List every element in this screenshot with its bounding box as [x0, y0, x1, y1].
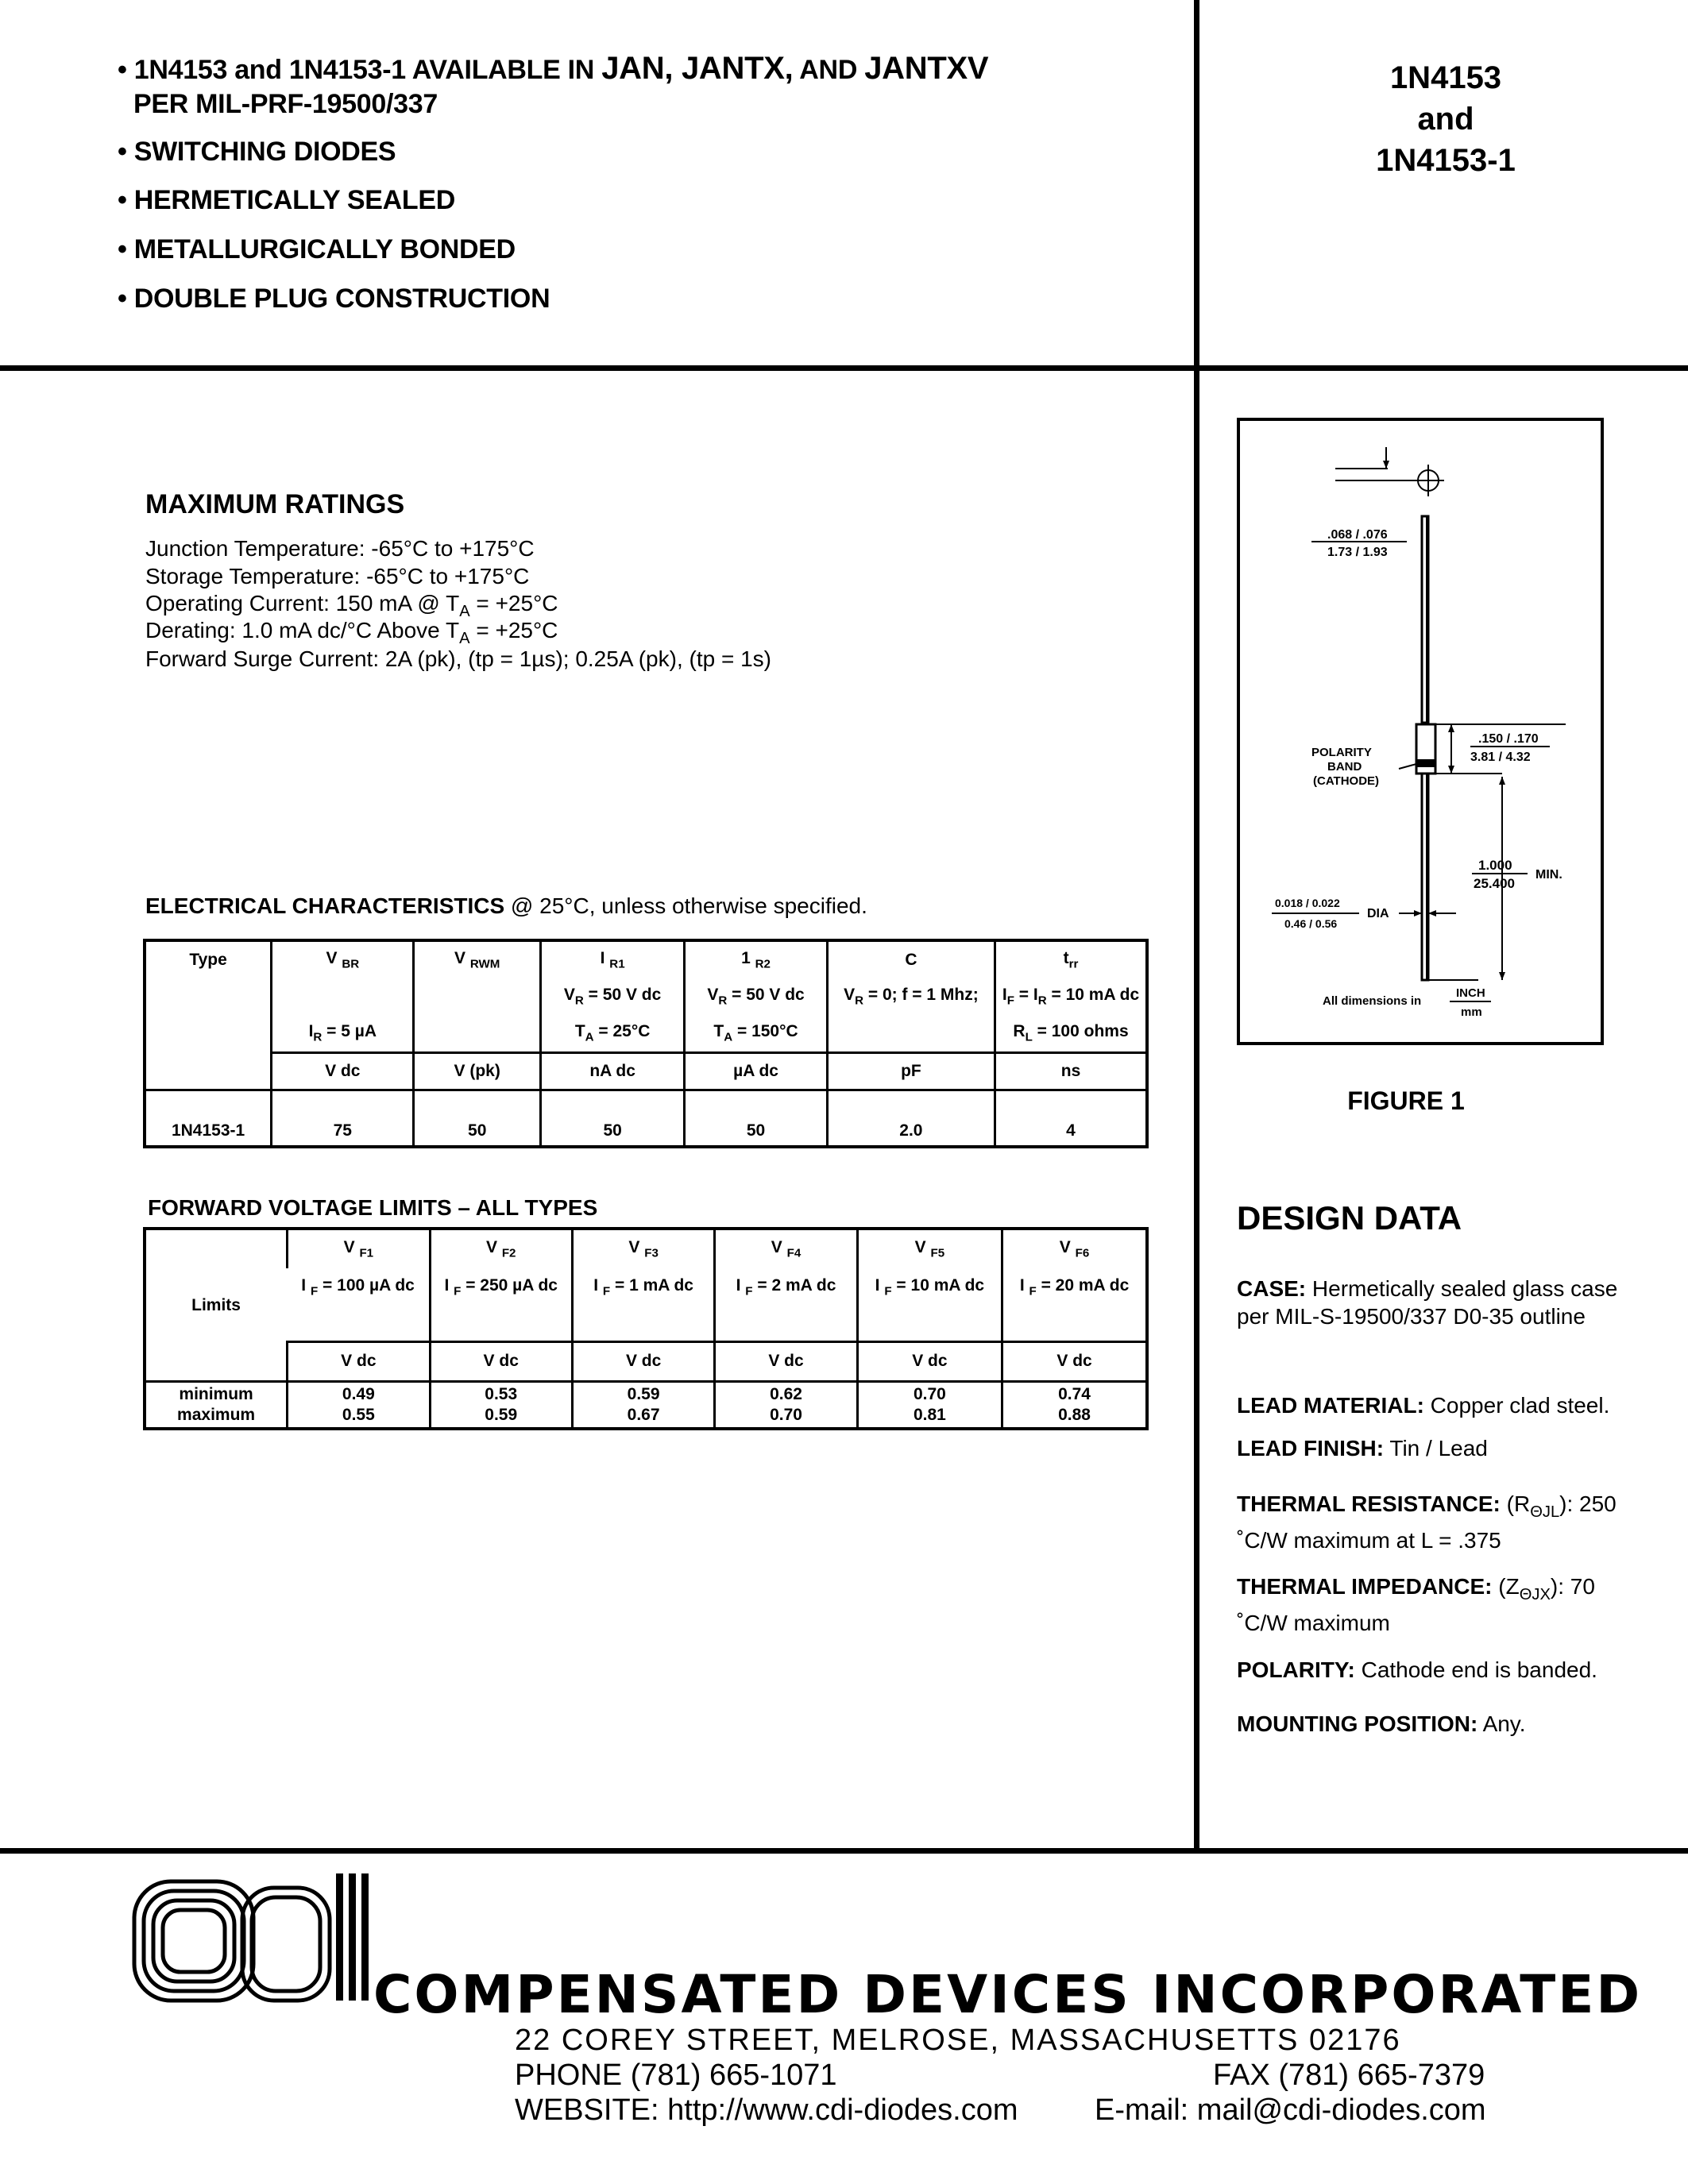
unit-vbr: V dc [272, 1052, 414, 1090]
design-lead-material: LEAD MATERIAL: Copper clad steel. [1237, 1393, 1610, 1418]
ir2-temp: $T_A = 150^\circ C$ [685, 1015, 827, 1052]
col-vf4: V $_{F4}$ [715, 1229, 857, 1268]
row-ir2: 50 [685, 1090, 827, 1147]
dim-dia-label: DIA [1367, 907, 1389, 920]
dim-dia-bot: 0.46 / 0.56 [1284, 917, 1338, 930]
dim-body-bot: 3.81 / 4.32 [1470, 751, 1531, 764]
part-title-line3: 1N4153-1 [1376, 143, 1516, 178]
polarity-line1: POLARITY [1311, 746, 1372, 759]
fwd-row-labels: minimum maximum [145, 1381, 288, 1429]
design-thermal-resistance: THERMAL RESISTANCE: $(R_{\Theta JL})$: 250 ˚C/W maximum at L = .375 [1237, 1491, 1617, 1553]
rating-derating: Derating: 1.0 mA dc/°C Above $T_A = +25^\circ C$ [145, 618, 558, 648]
fwd-limits-label: Limits [191, 1296, 241, 1314]
row-ir1: 50 [540, 1090, 684, 1147]
dim-dia-top: 0.018 / 0.022 [1275, 897, 1340, 909]
col-trr: $t_{rr}$ [995, 940, 1147, 978]
unit-vf6: V dc [1002, 1341, 1147, 1381]
unit-ir1: nA dc [540, 1052, 684, 1090]
fwd-heading: FORWARD VOLTAGE LIMITS – ALL TYPES [148, 1195, 598, 1220]
design-case: CASE: Hermetically sealed glass case per MIL-S-19500/337 D0-35 outline [1237, 1276, 1618, 1329]
unit-vf3: V dc [572, 1341, 714, 1381]
col-type: Type [189, 950, 227, 969]
dim-lead-bot: 1.73 / 1.93 [1327, 546, 1388, 559]
company-name: COMPENSATED DEVICES INCORPORATED [373, 1964, 1643, 2025]
dim-lead-top: .068 / .076 [1327, 528, 1388, 542]
vf4-condition: I $_F$ = 2 mA dc [715, 1268, 857, 1341]
ir1-temp: $T_A = 25^\circ C$ [540, 1015, 684, 1052]
col-vbr: V $_{BR}$ [272, 940, 414, 978]
part-number-title [1335, 57, 1557, 181]
row-type: 1N4153-1 [145, 1090, 272, 1147]
design-polarity: POLARITY: Cathode end is banded. [1237, 1657, 1597, 1682]
bullet-hermetic: • HERMETICALLY SEALED [118, 185, 455, 215]
vf1-values: 0.49 0.55 [288, 1381, 430, 1429]
design-thermal-impedance: THERMAL IMPEDANCE: $(Z_{\Theta JX})$: 70 ˚C/W maximum [1237, 1574, 1595, 1636]
row-vrwm: 50 [414, 1090, 540, 1147]
ir1-condition: $V_R = 50$ V dc [540, 978, 684, 1015]
electrical-table [143, 939, 1149, 1148]
col-vf1: V $_{F1}$ [288, 1229, 430, 1268]
figure-1-box [1237, 418, 1604, 1045]
row-trr: 4 [995, 1090, 1147, 1147]
unit-vrwm: V (pk) [414, 1052, 540, 1090]
vertical-divider-top [1194, 0, 1199, 1850]
col-ir2: 1 $_{R2}$ [685, 940, 827, 978]
vf5-condition: I $_F$ = 10 mA dc [857, 1268, 1002, 1341]
col-c: C [827, 940, 995, 978]
phone: PHONE (781) 665-1071 [515, 2059, 837, 2092]
all-dims-mm: mm [1461, 1005, 1482, 1019]
unit-trr: ns [995, 1052, 1147, 1090]
horizontal-divider-top [0, 365, 1688, 371]
vf2-condition: I $_F$ = 250 µA dc [430, 1268, 572, 1341]
dim-len-top: 1.000 [1478, 858, 1512, 873]
rating-surge: Forward Surge Current: 2A (pk), (tp = 1µs); 0.25A (pk), (tp = 1s) [145, 646, 771, 671]
design-data-heading: DESIGN DATA [1237, 1199, 1462, 1237]
vf3-condition: I $_F$ = 1 mA dc [572, 1268, 714, 1341]
vf6-condition: I $_F$ = 20 mA dc [1002, 1268, 1147, 1341]
col-vf6: V $_{F6}$ [1002, 1229, 1147, 1268]
all-dims-inch: INCH [1456, 986, 1485, 1000]
unit-vf5: V dc [857, 1341, 1002, 1381]
website[interactable]: WEBSITE: http://www.cdi-diodes.com [515, 2093, 1018, 2127]
unit-ir2: µA dc [685, 1052, 827, 1090]
dim-len-min: MIN. [1535, 868, 1562, 882]
part-title-line2: and [1417, 102, 1474, 137]
trr-condition: $I_F = I_R = 10$ mA dc [995, 978, 1147, 1015]
vf6-values: 0.74 0.88 [1002, 1381, 1147, 1429]
diode-outline-drawing [1240, 421, 1601, 1042]
rating-junction: Junction Temperature: -65°C to +175°C [145, 536, 535, 561]
col-vf2: V $_{F2}$ [430, 1229, 572, 1268]
logo-text: CDI [131, 1870, 133, 1871]
unit-vf2: V dc [430, 1341, 572, 1381]
vf5-values: 0.70 0.81 [857, 1381, 1002, 1429]
col-ir1: I $_{R1}$ [540, 940, 684, 978]
col-vf3: V $_{F3}$ [572, 1229, 714, 1268]
forward-voltage-table [143, 1227, 1149, 1430]
design-lead-finish: LEAD FINISH: Tin / Lead [1237, 1436, 1488, 1461]
horizontal-divider-bottom [0, 1848, 1688, 1854]
design-mounting: MOUNTING POSITION: Any. [1237, 1711, 1526, 1736]
vbr-condition: $I_R = 5$ µA [272, 1015, 414, 1052]
row-vbr: 75 [272, 1090, 414, 1147]
polarity-line3: (CATHODE) [1313, 774, 1380, 788]
dim-body-top: .150 / .170 [1478, 732, 1539, 746]
max-ratings-heading: MAXIMUM RATINGS [145, 489, 405, 519]
unit-c: pF [827, 1052, 995, 1090]
bullet-double-plug: • DOUBLE PLUG CONSTRUCTION [118, 284, 550, 314]
cdi-logo [131, 1870, 369, 2005]
vf3-values: 0.59 0.67 [572, 1381, 714, 1429]
all-dims-label: All dimensions in [1323, 994, 1422, 1008]
dim-len-bot: 25.400 [1474, 876, 1515, 891]
ir2-condition: $V_R = 50$ V dc [685, 978, 827, 1015]
rating-storage: Storage Temperature: -65°C to +175°C [145, 564, 530, 588]
vf2-values: 0.53 0.59 [430, 1381, 572, 1429]
vf4-values: 0.62 0.70 [715, 1381, 857, 1429]
col-vf5: V $_{F5}$ [857, 1229, 1002, 1268]
polarity-line2: BAND [1327, 760, 1362, 774]
part-title-line1: 1N4153 [1389, 60, 1502, 95]
vf1-condition: I $_F$ = 100 µA dc [301, 1276, 415, 1298]
bullet-bonded: • METALLURGICALLY BONDED [118, 234, 516, 264]
trr-rl: $R_L = 100$ ohms [995, 1015, 1147, 1052]
email[interactable]: E-mail: mail@cdi-diodes.com [1095, 2093, 1486, 2127]
fax: FAX (781) 665-7379 [1213, 2059, 1485, 2092]
bullet-availability: • 1N4153 and 1N4153-1 AVAILABLE IN JAN, JANTX, AND JANTXV [118, 51, 989, 86]
col-vrwm: V $_{RWM}$ [414, 940, 540, 978]
c-condition: $V_R = 0$; f = 1 Mhz; [827, 978, 995, 1015]
elec-heading: ELECTRICAL CHARACTERISTICS @ 25°C, unless otherwise specified. [145, 893, 867, 918]
unit-vf4: V dc [715, 1341, 857, 1381]
unit-vf1: V dc [288, 1341, 430, 1381]
address: 22 COREY STREET, MELROSE, MASSACHUSETTS 02176 [515, 2024, 1401, 2057]
rating-operating: Operating Current: 150 mA @ $T_A = +25^\circ C$ [145, 591, 558, 621]
bullet-availability-line2: PER MIL-PRF-19500/337 [133, 89, 438, 119]
figure-1-caption: FIGURE 1 [1347, 1086, 1465, 1115]
bullet-switching: • SWITCHING DIODES [118, 137, 396, 167]
row-c: 2.0 [827, 1090, 995, 1147]
